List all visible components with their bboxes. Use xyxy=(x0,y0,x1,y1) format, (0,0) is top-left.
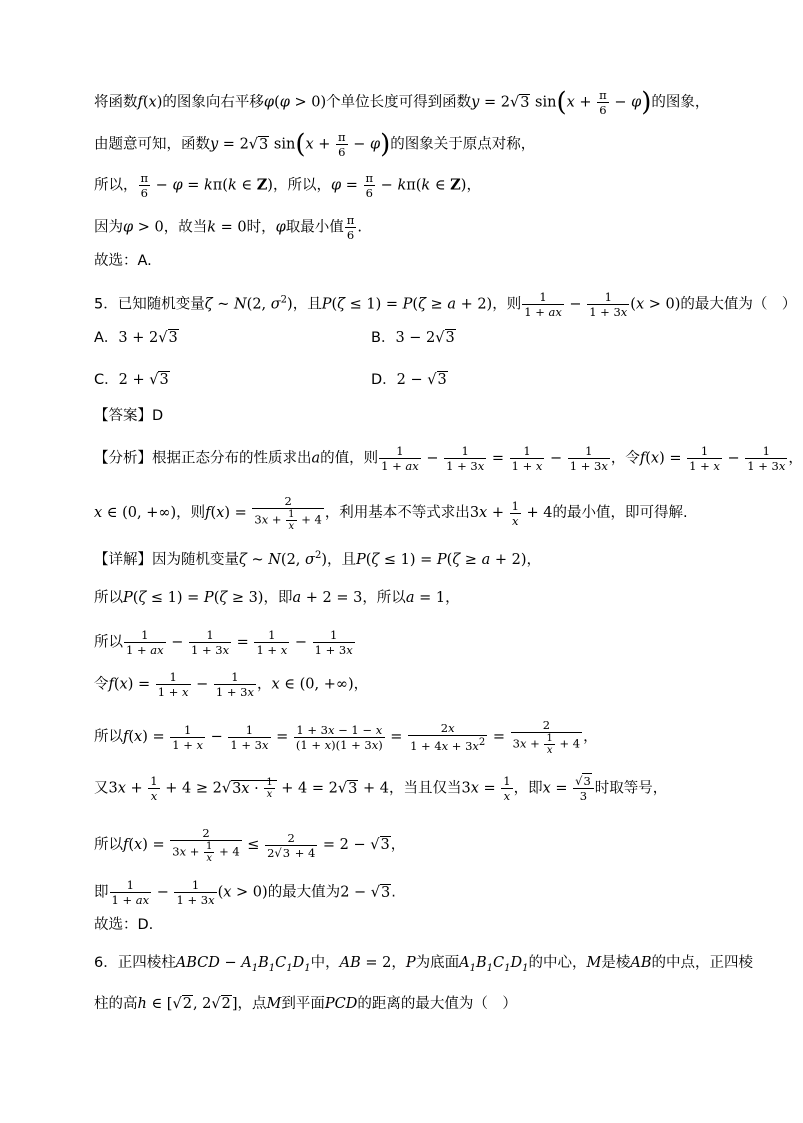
q5-answer: 【答案】D xyxy=(94,408,164,424)
q5-choose: 故选：D. xyxy=(94,917,154,933)
q5-detail-8: 即 $\frac{1}{1 + ax}$ − $\frac{1}{1 + 3x}$ (x > 0)的最大值为2 − √3. xyxy=(94,878,396,907)
q5-analysis-1: 【分析】根据正态分布的性质求出a的值，则 $\frac{1}{1 + ax}$ − $\frac{1}{1 + 3x}$ = $\frac{1}{1 + x}$ − $\frac{1}{1 + 3x}$ ，令f(x) = $\frac{1}{1 + x}$ − $\frac{1}{1 + 3x}$ ， xyxy=(94,444,803,473)
q5-detail-6: 又3x + $\frac{1}{x}$ + 4 ≥ 2√3x · $\frac{1}{x}$ + 4 = 2√3 + 4，当且仅当3x = $\frac{1}{x}$ ，即x = $\frac{√3}{3}$ 时取等号， xyxy=(94,774,668,803)
q5-detail-1: 【详解】因为随机变量ζ ~ N(2, $\sigma^2$)，且P(ζ ≤ 1) = P(ζ ≥ a + 2)， xyxy=(94,550,541,568)
analysis-tag: 【分析】 xyxy=(94,450,152,467)
q6-line-2: 柱的高h ∈ [√2, 2√2]，点M到平面PCD的距离的最大值为（ ） xyxy=(94,996,517,1012)
q4-line-2: 由题意可知，函数y = 2√3 sin(x + $\frac{\pi}{6}$ − φ)的图象关于原点对称， xyxy=(94,129,536,160)
option-b[interactable]: B．3 − 2√3 xyxy=(371,330,455,346)
q6-line-1: 6．正四棱柱ABCD − $A_1B_1C_1D_1$中，AB = 2，P为底面$A_1B_1C_1D_1$的中心，M是棱AB的中点，正四棱 xyxy=(94,955,754,974)
q5-detail-4: 令f(x) = $\frac{1}{1 + x}$ − $\frac{1}{1 + 3x}$ ，x ∈ (0, +∞)， xyxy=(94,670,369,699)
q4-line-1: 将函数f(x)的图象向右平移φ(φ > 0)个单位长度可得到函数y = 2√3 sin(x + $\frac{\pi}{6}$ − φ)的图象， xyxy=(94,87,710,118)
option-c[interactable]: C．2 + √3 xyxy=(94,372,169,388)
q5-analysis-2: x ∈ (0, +∞)，则f(x) = 2 3x + $\frac{1}{x}$ + 4 ，利用基本不等式求出3x + $\frac{1}{x}$ + 4的最小值，即可得解. xyxy=(94,494,688,532)
q4-line-3: 所以， $\frac{\pi}{6}$ − φ = kπ(k ∈ Z)，所以，φ = $\frac{\pi}{6}$ − kπ(k ∈ Z)， xyxy=(94,171,481,200)
q5-detail-3: 所以 $\frac{1}{1 + ax}$ − $\frac{1}{1 + 3x}$ = $\frac{1}{1 + x}$ − $\frac{1}{1 + 3x}$ xyxy=(94,628,353,657)
detail-tag: 【详解】 xyxy=(94,551,152,568)
option-a[interactable]: A．3 + 2√3 xyxy=(94,330,178,346)
q5-detail-7: 所以f(x) = 2 3x + $\frac{1}{x}$ + 4 ≤ $\frac{2}{2√3 + 4}$ = 2 − √3， xyxy=(94,826,406,864)
q5-detail-2: 所以P(ζ ≤ 1) = P(ζ ≥ 3)，即a + 2 = 3，所以a = 1， xyxy=(94,590,460,606)
q5-stem: 5．已知随机变量ζ ~ N(2, $\sigma^2$)，且P(ζ ≤ 1) = P(ζ ≥ a + 2)，则 $\frac{1}{1 + ax}$ − $\frac{1}{1 + 3x}$ (x > 0)的最大值为（ ） xyxy=(94,290,797,319)
option-d[interactable]: D．2 − √3 xyxy=(371,372,447,388)
q4-line-4: 因为φ > 0，故当k = 0时，φ取最小值 $\frac{\pi}{6}$ . xyxy=(94,213,362,242)
answer-tag: 【答案】 xyxy=(94,408,152,424)
q5-detail-5: 所以f(x) = $\frac{1}{1 + x}$ − $\frac{1}{1 + 3x}$ = $\frac{1 + 3x - 1 - x}{(1 + x)(1 + 3x)}$ = $\frac{2x}{1 + 4x + 3x^2}$ = 2 3x + $\frac{1}{x}$ + 4 ， xyxy=(94,718,598,756)
q4-choose: 故选：A. xyxy=(94,253,152,269)
